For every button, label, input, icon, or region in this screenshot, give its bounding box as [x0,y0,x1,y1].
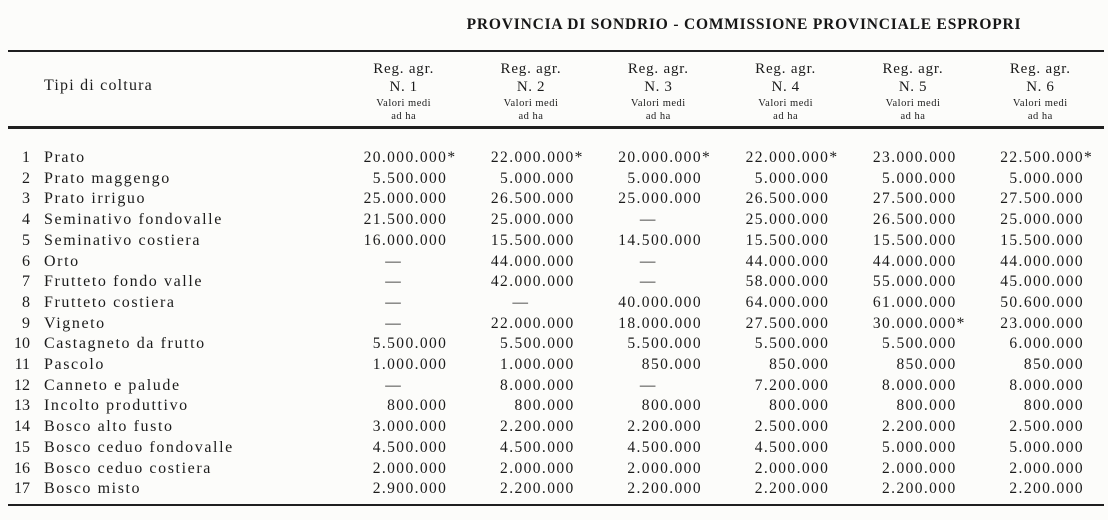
crop-type-cell [8,417,340,438]
crop-type-label: Bosco ceduo fondovalle [44,438,234,456]
value-cell: 850.000 [1023,356,1084,374]
crop-type-label: Prato irriguo [44,190,147,208]
value-cell: 22.000.000 [490,314,575,332]
value-cell: 2.200.000 [882,418,957,436]
region-number: N. 1 [389,79,418,95]
value-cell: 4.500.000 [627,438,702,456]
table-row [8,210,1104,231]
table-row [8,127,1104,169]
value-cell: 27.500.000 [745,314,830,332]
row-number: 7 [22,273,30,291]
row-number: 1 [22,149,30,166]
value-cell: 45.000.000 [1000,273,1084,291]
value-cell: 5.000.000 [754,169,830,187]
region-number: N. 4 [771,79,800,95]
value-cell: 2.000.000 [1009,459,1084,477]
crop-type-cell [8,376,340,397]
region-label: Reg. agr. [500,61,562,77]
value-cell: 4.500.000 [754,438,830,456]
row-number: 8 [22,293,30,311]
value-cell: 44.000.000 [745,252,830,270]
row-number: 17 [14,480,30,498]
column-header-reg-5 [849,53,976,127]
row-number: 16 [14,459,30,477]
crop-type-label: Bosco alto fusto [44,418,174,436]
row-number: 12 [14,376,30,394]
value-number: 22.000.000 [745,149,830,166]
value-cell: 18.000.000 [618,314,702,332]
value-cell: 850.000 [769,356,830,374]
region-label: Reg. agr. [1009,61,1071,77]
value-cell: 2.200.000 [1009,480,1084,498]
value-cell: 25.000.000 [1000,211,1084,229]
values-caption: Valori medi [1012,98,1068,109]
value-cell: 7.200.000 [754,376,830,394]
value-cell: 850.000 [896,356,957,374]
value-cell: — [639,211,657,229]
value-cell: — [385,252,403,270]
values-caption: Valori medi [885,98,941,109]
value-cell: 5.000.000 [882,169,957,187]
row-number: 11 [14,356,30,374]
crop-type-label: Seminativo fondovalle [44,211,223,229]
region-number: N. 3 [644,79,673,95]
value-cell: — [639,252,657,270]
value-cell: 44.000.000 [1000,252,1084,270]
crop-type-cell [8,479,340,500]
crop-type-cell [8,334,340,355]
table-row [8,355,1104,376]
value-cell: 44.000.000 [490,252,575,270]
table-row [8,459,1104,480]
value-cell: 23.000.000 [1000,314,1084,332]
value-cell: 5.000.000 [627,169,702,187]
row-number: 6 [22,252,30,270]
value-cell: 5.500.000 [627,335,702,353]
row-number: 15 [14,438,30,456]
table-row [8,189,1104,210]
table-body [8,127,1104,500]
value-cell: 800.000 [387,397,448,415]
crop-type-label: Bosco misto [44,480,142,498]
row-header-label: Tipi di coltura [44,77,153,94]
value-cell: 14.500.000 [618,231,702,249]
region-label: Reg. agr. [627,61,689,77]
value-cell: 2.200.000 [500,480,575,498]
value-cell: 2.200.000 [754,480,830,498]
value-cell: 850.000 [641,356,702,374]
row-number: 10 [14,335,30,353]
value-cell: 15.500.000 [490,231,575,249]
value-cell: 3.000.000 [372,418,448,436]
value-cell: 20.000.000* [363,149,456,166]
value-cell: — [385,273,403,291]
value-cell: 25.000.000 [618,190,702,208]
value-cell: 800.000 [1023,397,1084,415]
crop-type-label: Pascolo [44,356,105,374]
region-label: Reg. agr. [755,61,817,77]
table-row [8,272,1104,293]
value-cell: 2.200.000 [500,418,575,436]
crop-type-cell [8,355,340,376]
value-cell: 2.000.000 [500,459,575,477]
value-cell: 8.000.000 [882,376,957,394]
value-cell: 1.000.000 [372,356,448,374]
value-cell: 2.200.000 [627,480,702,498]
value-cell: 8.000.000 [1009,376,1084,394]
table-row [8,438,1104,459]
value-cell: — [639,273,657,291]
value-cell: 800.000 [896,397,957,415]
value-cell: 6.000.000 [1009,335,1084,353]
value-cell: 26.500.000 [745,190,830,208]
value-number: 20.000.000 [363,149,448,166]
row-number: 9 [22,314,30,332]
crop-type-cell [8,169,340,190]
value-cell: — [385,293,403,311]
crop-type-cell [8,210,340,231]
crop-type-cell [8,272,340,293]
row-number: 4 [22,211,30,229]
table-row [8,479,1104,500]
value-cell: 2.000.000 [754,459,830,477]
values-caption: Valori medi [630,98,686,109]
crop-type-cell [8,459,340,480]
values-caption: Valori medi [376,98,432,109]
value-cell: 50.600.000 [1000,293,1084,311]
row-number: 2 [22,169,30,187]
region-number: N. 5 [898,79,928,95]
value-cell: — [385,314,403,332]
crop-type-label: Frutteto costiera [44,293,176,311]
value-cell: 5.500.000 [372,335,448,353]
value-cell: 55.000.000 [872,273,957,291]
value-cell: 800.000 [769,397,830,415]
value-cell: 22.000.000* [490,149,583,166]
value-cell: — [512,293,530,311]
value-cell: 42.000.000 [490,273,575,291]
value-cell: 5.500.000 [500,335,575,353]
value-cell: 2.200.000 [627,418,702,436]
value-cell: — [639,376,657,394]
value-cell: 5.000.000 [882,438,957,456]
column-header-reg-3 [595,53,722,127]
unit-caption: ad ha [773,111,799,122]
value-cell: 2.900.000 [372,480,448,498]
values-caption: Valori medi [503,98,559,109]
value-cell: 25.000.000 [363,190,448,208]
value-number: 22.500.000 [1000,149,1084,166]
column-header-reg-4 [722,53,849,127]
value-cell: 27.500.000 [872,190,957,208]
crop-type-label: Incolto produttivo [44,397,189,415]
value-cell: 2.200.000 [882,480,957,498]
column-header-reg-2 [467,53,594,127]
table-row [8,334,1104,355]
value-cell: 30.000.000* [872,314,965,332]
value-cell: 40.000.000 [618,293,702,311]
value-cell: 21.500.000 [363,211,448,229]
crop-type-label: Vigneto [44,314,106,332]
value-cell: 22.000.000* [745,149,838,166]
value-cell: 22.500.000* [1000,149,1092,166]
unit-caption: ad ha [1027,111,1053,122]
value-cell: 5.500.000 [372,169,448,187]
value-cell: 16.000.000 [363,231,448,249]
value-number: 22.000.000 [490,149,575,166]
value-cell: 61.000.000 [872,293,957,311]
top-rule [8,50,1104,52]
unit-caption: ad ha [518,111,544,122]
row-number: 14 [14,418,30,436]
crop-type-label: Bosco ceduo costiera [44,459,212,477]
value-cell: 4.500.000 [500,438,575,456]
value-cell: 20.000.000* [618,149,710,166]
row-number: 13 [14,397,30,415]
crop-type-label: Canneto e palude [44,376,181,394]
value-cell: 5.000.000 [1009,438,1084,456]
value-cell: 26.500.000 [872,211,957,229]
region-number: N. 6 [1026,79,1055,95]
value-cell: 23.000.000 [872,149,957,166]
crop-type-label: Orto [44,252,80,270]
crop-type-label: Seminativo costiera [44,231,202,249]
column-header-reg-1 [340,53,467,127]
unit-caption: ad ha [900,111,926,122]
page-title: PROVINCIA DI SONDRIO - COMMISSIONE PROVINCIALE ESPROPRI [466,16,1022,33]
expropriation-values-table [8,53,1104,500]
crop-type-cell [8,189,340,210]
value-cell: 800.000 [514,397,575,415]
region-label: Reg. agr. [882,61,944,77]
table-row [8,396,1104,417]
row-number: 3 [22,190,30,208]
table-row [8,314,1104,335]
value-cell: 1.000.000 [500,356,575,374]
value-cell: 25.000.000 [490,211,575,229]
bottom-rule [8,504,1104,506]
table-row [8,169,1104,190]
value-number: 20.000.000 [618,149,702,166]
value-cell: — [385,376,403,394]
value-cell: 2.500.000 [754,418,830,436]
value-cell: 15.500.000 [1000,231,1084,249]
crop-type-cell [8,438,340,459]
crop-type-cell [8,314,340,335]
region-label: Reg. agr. [373,61,435,77]
crop-type-label: Castagneto da frutto [44,335,206,353]
crop-type-cell [8,127,340,169]
value-cell: 15.500.000 [872,231,957,249]
value-cell: 25.000.000 [745,211,830,229]
value-cell: 800.000 [641,397,702,415]
crop-type-label: Prato maggengo [44,169,171,187]
region-number: N. 2 [516,79,546,95]
row-number: 5 [22,231,30,249]
table-header [8,53,1104,127]
crop-type-label: Frutteto fondo valle [44,273,204,291]
value-cell: 2.500.000 [1009,418,1084,436]
unit-caption: ad ha [391,111,417,122]
table-row [8,252,1104,273]
crop-type-cell [8,293,340,314]
values-caption: Valori medi [758,98,814,109]
crop-type-cell [8,252,340,273]
value-cell: 2.000.000 [627,459,702,477]
value-cell: 2.000.000 [372,459,448,477]
column-header-reg-6 [977,53,1104,127]
table-row [8,231,1104,252]
value-cell: 26.500.000 [490,190,575,208]
value-cell: 5.000.000 [500,169,575,187]
value-cell: 2.000.000 [882,459,957,477]
value-cell: 5.000.000 [1009,169,1084,187]
table-row [8,293,1104,314]
value-cell: 5.500.000 [882,335,957,353]
value-cell: 5.500.000 [754,335,830,353]
crop-type-cell [8,231,340,252]
value-cell: 44.000.000 [872,252,957,270]
crop-type-label: Prato [44,149,86,166]
unit-caption: ad ha [645,111,671,122]
table-row [8,417,1104,438]
value-cell: 64.000.000 [745,293,830,311]
value-cell: 58.000.000 [745,273,830,291]
value-cell: 27.500.000 [1000,190,1084,208]
value-number: 30.000.000 [872,314,957,332]
table-row [8,376,1104,397]
crop-type-cell [8,396,340,417]
value-cell: 4.500.000 [372,438,448,456]
value-cell: 8.000.000 [500,376,575,394]
value-cell: 15.500.000 [745,231,830,249]
